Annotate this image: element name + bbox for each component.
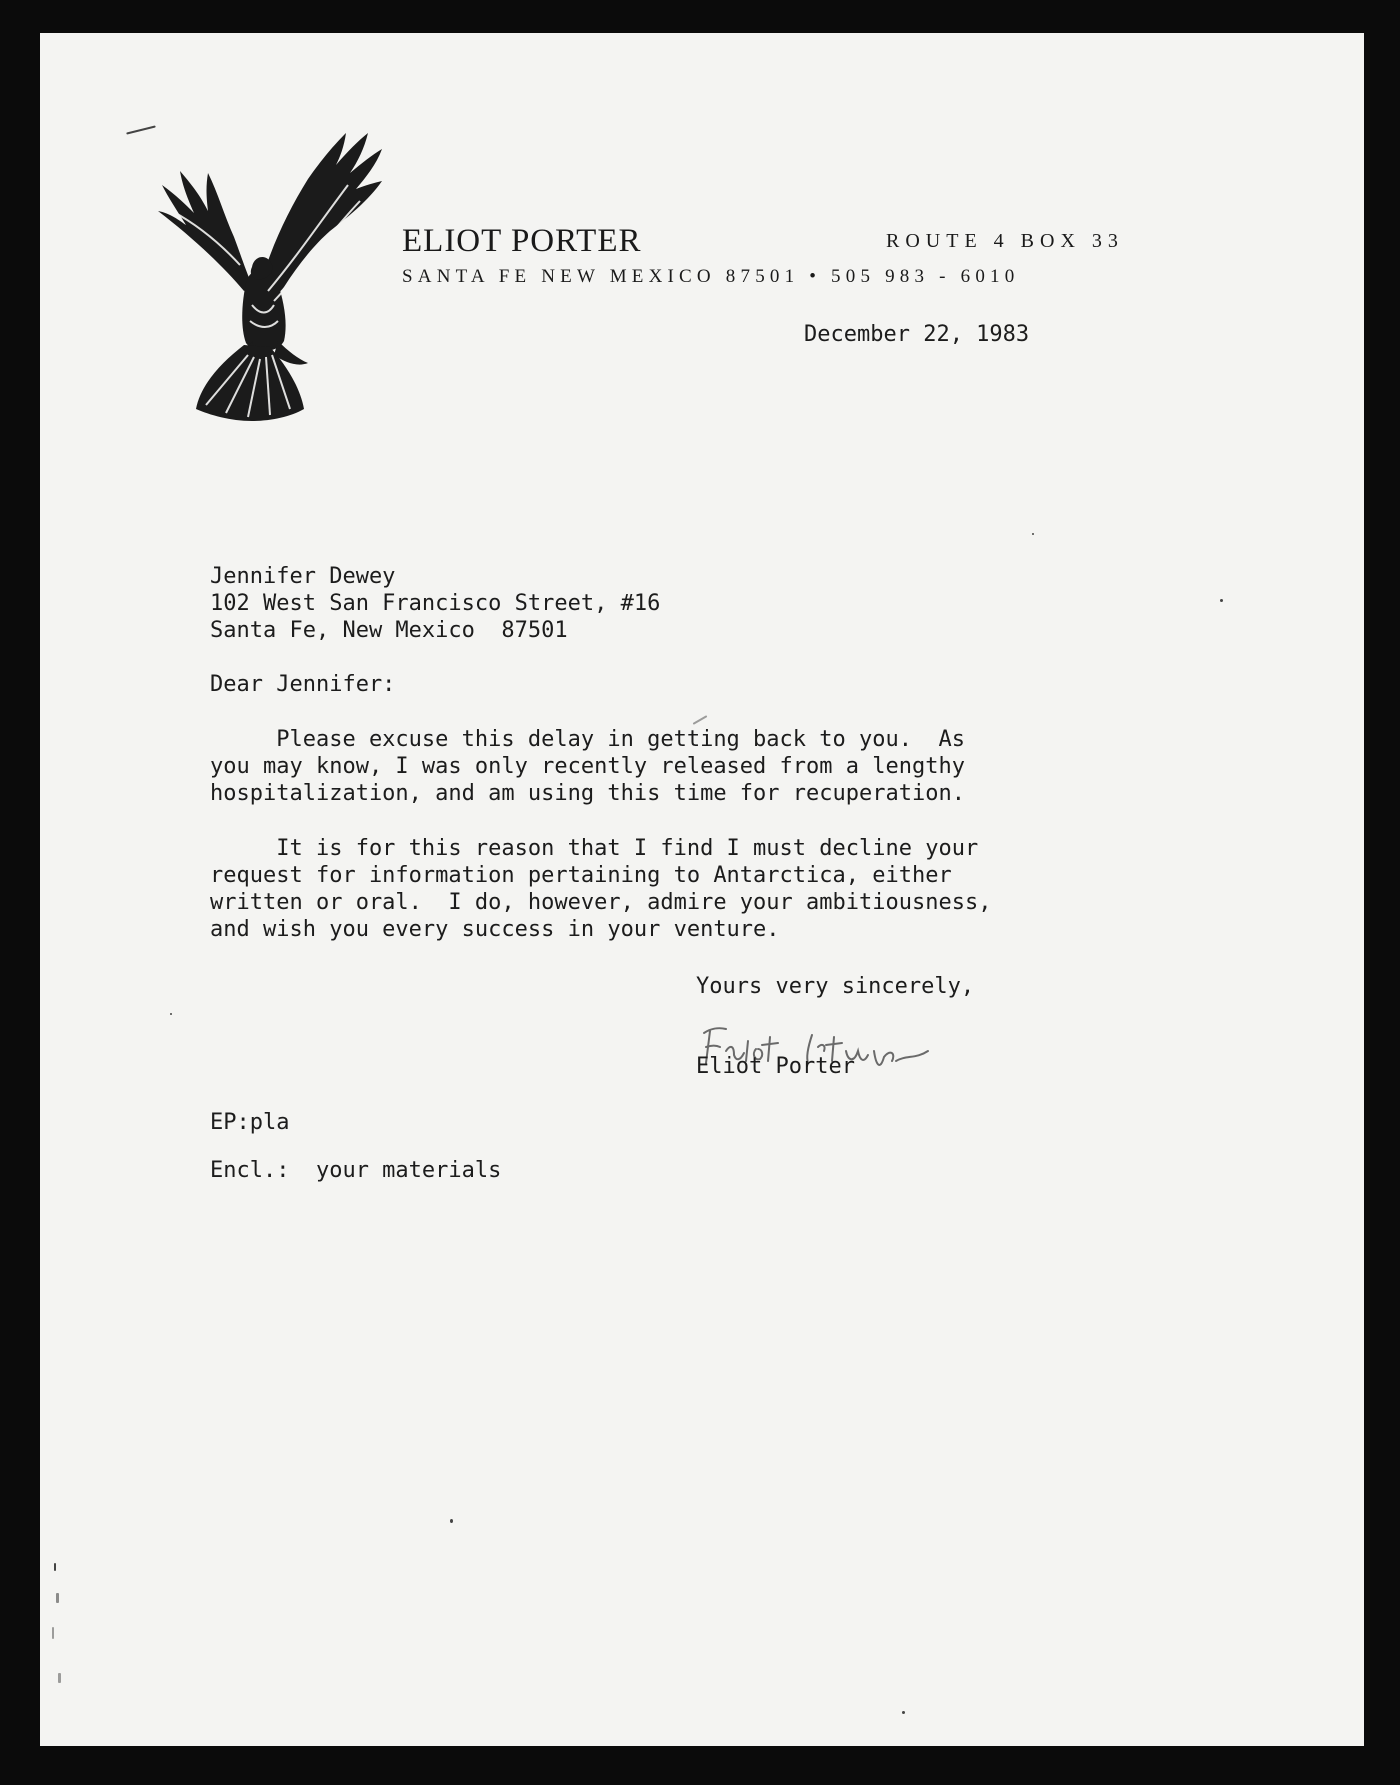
- scan-speck: [1220, 599, 1223, 602]
- paragraph-line: written or oral. I do, however, admire your ambitiousness,: [210, 890, 992, 915]
- scan-speck: [902, 1711, 905, 1714]
- closing: Yours very sincerely,: [696, 974, 975, 999]
- scan-speck: [170, 1013, 172, 1015]
- scan-speck: [450, 1519, 453, 1523]
- salutation: Dear Jennifer:: [210, 672, 396, 697]
- paragraph-line: and wish you every success in your venture.: [210, 917, 780, 942]
- scan-speck: [54, 1563, 56, 1571]
- letter-page: [40, 33, 1364, 1746]
- eagle-icon: [148, 115, 398, 425]
- paragraph-line: you may know, I was only recently released from a lengthy: [210, 754, 965, 779]
- enclosure-line: Encl.: your materials: [210, 1158, 502, 1183]
- letter-date: December 22, 1983: [804, 322, 1030, 347]
- scan-speck: [52, 1627, 54, 1639]
- letterhead-city-line: SANTA FE NEW MEXICO 87501 • 505 983 - 6010: [402, 266, 1020, 287]
- recipient-street: 102 West San Francisco Street, #16: [210, 591, 661, 616]
- recipient-name: Jennifer Dewey: [210, 564, 396, 589]
- letterhead-name: ELIOT PORTER: [402, 223, 642, 259]
- letterhead-route: ROUTE 4 BOX 33: [886, 230, 1124, 252]
- scan-speck: [1032, 533, 1034, 535]
- paragraph-line: request for information pertaining to Antarctica, either: [210, 863, 952, 888]
- recipient-city: Santa Fe, New Mexico 87501: [210, 618, 568, 643]
- scan-speck: [56, 1593, 59, 1603]
- typist-initials: EP:pla: [210, 1110, 290, 1135]
- signer-name: Eliot Porter: [696, 1054, 855, 1079]
- paragraph-line: It is for this reason that I find I must decline your: [210, 836, 979, 861]
- paragraph-line: hospitalization, and am using this time for recuperation.: [210, 781, 965, 806]
- paragraph-line: Please excuse this delay in getting back to you. As: [210, 727, 965, 752]
- scan-speck: [693, 715, 708, 725]
- scan-speck: [58, 1673, 61, 1683]
